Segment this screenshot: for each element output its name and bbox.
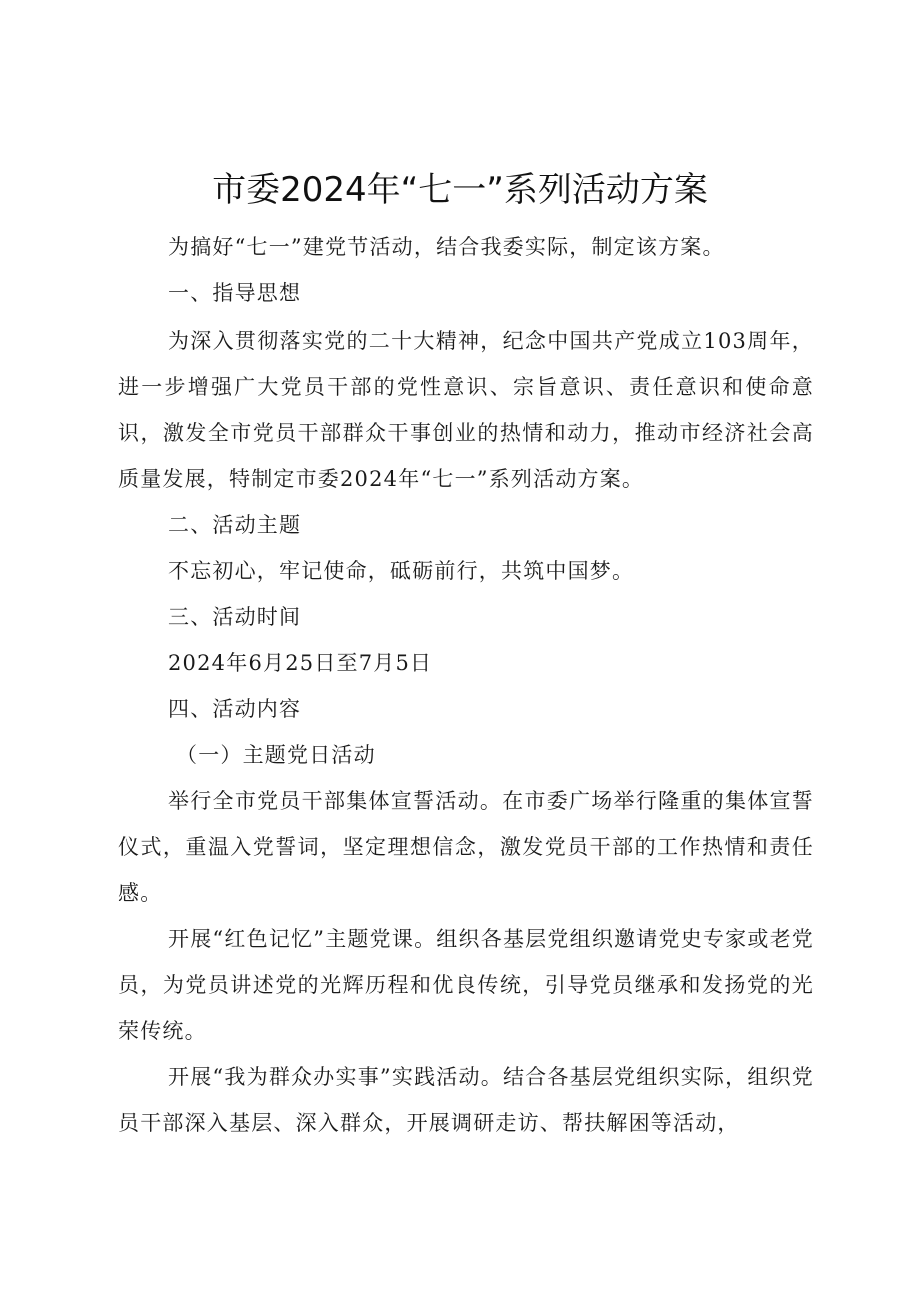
activity-theme-paragraph: 不忘初心，牢记使命，砥砺前行，共筑中国梦。 xyxy=(168,559,635,583)
document-title: 市委2024年“七一”系列活动方案 xyxy=(212,170,708,210)
activity-time-paragraph: 2024年6月25日至7月5日 xyxy=(168,651,433,675)
section-heading-activity-content: 四、活动内容 xyxy=(168,697,302,721)
document-body xyxy=(118,224,814,1146)
section-heading-activity-theme: 二、活动主题 xyxy=(168,513,302,537)
intro-paragraph: 为搞好“七一”建党节活动，结合我委实际，制定该方案。 xyxy=(168,235,725,259)
subsection-heading-theme-party-day: （一）主题党日活动 xyxy=(176,743,376,767)
guiding-ideology-paragraph: 为深入贯彻落实党的二十大精神，纪念中国共产党成立103周年，进一步增强广大党员干部的党性意识、宗旨意识、责任意识和使命意识，激发全市党员干部群众干事创业的热情和动力，推动市经济社会高质量发展，特制定市委2024年“七一”系列活动方案。 xyxy=(118,329,814,491)
section-heading-activity-time: 三、活动时间 xyxy=(168,605,302,629)
activity-serve-people-paragraph: 开展“我为群众办实事”实践活动。结合各基层党组织实际，组织党员干部深入基层、深入群众，开展调研走访、帮扶解困等活动， xyxy=(118,1065,814,1135)
activity-red-memory-paragraph: 开展“红色记忆”主题党课。组织各基层党组织邀请党史专家或老党员，为党员讲述党的光辉历程和优良传统，引导党员继承和发扬党的光荣传统。 xyxy=(118,927,814,1043)
activity-oath-paragraph: 举行全市党员干部集体宣誓活动。在市委广场举行隆重的集体宣誓仪式，重温入党誓词，坚定理想信念，激发党员干部的工作热情和责任感。 xyxy=(118,789,814,905)
section-heading-guiding-ideology: 一、指导思想 xyxy=(168,281,302,305)
